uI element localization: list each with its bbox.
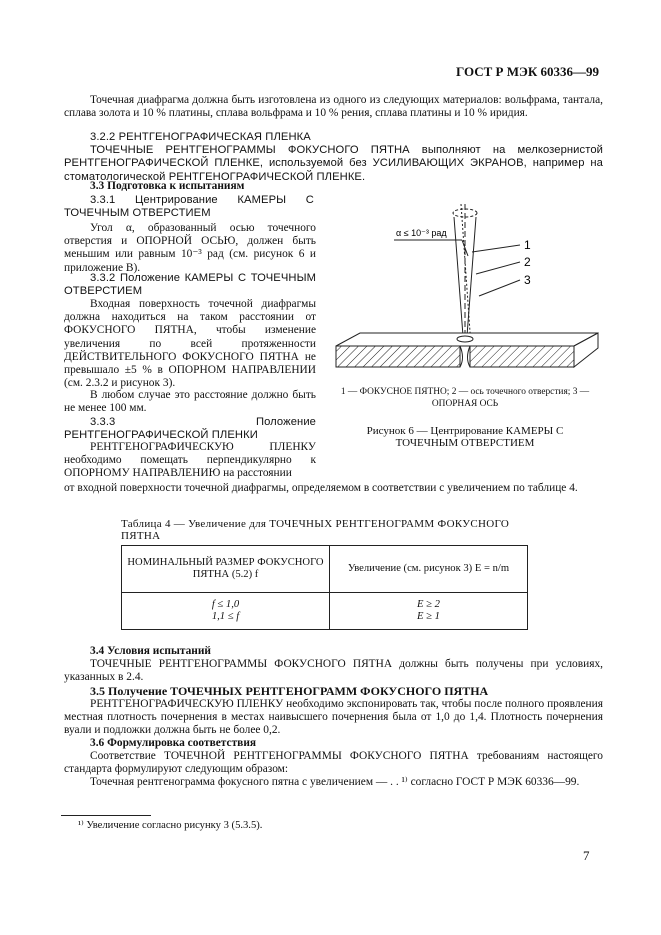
callout-2-leader bbox=[476, 262, 520, 274]
table-4-mag-cell bbox=[330, 593, 528, 630]
table-4-size-1: f ≤ 1,0 bbox=[211, 599, 240, 610]
angle-label: α ≤ 10⁻³ рад bbox=[396, 228, 447, 238]
page-number: 7 bbox=[583, 848, 590, 863]
table-4-size-2: 1,1 ≤ f bbox=[211, 611, 240, 622]
diaphragm-plate-top bbox=[336, 333, 598, 346]
section-3-4-heading: 3.4 Условия испытаний bbox=[90, 645, 211, 657]
section-3-5-heading: 3.5 Получение ТОЧЕЧНЫХ РЕНТГЕНОГРАММ ФОКУСНОГО ПЯТНА bbox=[90, 684, 489, 698]
section-3-6-text-1: Соответствие ТОЧЕЧНОЙ РЕНТГЕНОГРАММЫ ФОКУСНОГО ПЯТНА требованиям настоящего стандарта формулируют следующим образом: bbox=[64, 750, 603, 775]
table-4-title: Таблица 4 — Увеличение для ТОЧЕЧНЫХ РЕНТГЕНОГРАММ ФОКУСНОГО ПЯТНА bbox=[121, 518, 510, 543]
section-3-5-text: РЕНТГЕНОГРАФИЧЕСКУЮ ПЛЕНКУ необходимо экспонировать так, чтобы после полного проявления местная плотность почернения в местах наивысшего почернения была от 1,0 до 1,4. Плотность почернения вуали и подложки должна быть не более 0,2. bbox=[64, 698, 603, 736]
beam-edge-left bbox=[454, 217, 463, 336]
section-3-2-2-heading: 3.2.2 РЕНТГЕНОГРАФИЧЕСКАЯ ПЛЕНКА bbox=[90, 131, 311, 143]
section-3-3-2-text-2: В любом случае это расстояние должно быть не менее 100 мм. bbox=[64, 389, 316, 415]
section-3-3-1-heading: 3.3.1 Центрирование КАМЕРЫ С ТОЧЕЧНЫМ ОТВЕРСТИЕМ bbox=[64, 194, 314, 220]
diaphragm-right-section bbox=[470, 346, 574, 367]
table-4 bbox=[121, 545, 528, 630]
figure-6-caption: Рисунок 6 — Центрирование КАМЕРЫ С ТОЧЕЧНЫМ ОТВЕРСТИЕМ bbox=[366, 425, 564, 450]
table-4-col1-header: НОМИНАЛЬНЫЙ РАЗМЕР ФОКУСНОГО ПЯТНА (5.2) f bbox=[122, 546, 330, 593]
beam-edge-right bbox=[467, 217, 476, 336]
callout-3-leader bbox=[479, 280, 520, 296]
section-3-3-3-text-b: от входной поверхности точечной диафрагмы, определяемом в соответствии с увеличением по таблице 4. bbox=[64, 482, 578, 494]
table-4-mag-2: E ≥ 1 bbox=[417, 611, 440, 622]
callout-1-label: 1 bbox=[524, 238, 531, 252]
section-3-3-2-heading: 3.3.2 Положение КАМЕРЫ С ТОЧЕЧНЫМ ОТВЕРСТИЕМ bbox=[64, 272, 316, 298]
diaphragm-left-section bbox=[336, 346, 460, 367]
section-3-3-1-text: Угол α, образованный осью точечного отверстия и ОПОРНОЙ ОСЬЮ, должен быть меньшим или равным 10⁻³ рад (см. рисунок 6 и приложение В). bbox=[64, 222, 316, 274]
table-4-body-row bbox=[122, 593, 528, 630]
section-3-4-text: ТОЧЕЧНЫЕ РЕНТГЕНОГРАММЫ ФОКУСНОГО ПЯТНА должны быть получены при условиях, указанных в 2.4. bbox=[64, 658, 603, 683]
section-3-6-heading: 3.6 Формулировка соответствия bbox=[90, 737, 257, 749]
table-4-header-row bbox=[122, 546, 528, 593]
callout-1-leader bbox=[472, 245, 520, 252]
callout-2-label: 2 bbox=[524, 255, 531, 269]
footnote-rule bbox=[61, 815, 151, 816]
section-3-6-text-2: Точечная рентгенограмма фокусного пятна с увеличением — . . ¹⁾ согласно ГОСТ Р МЭК 60336—99. bbox=[90, 776, 580, 788]
figure-6-legend: 1 — ФОКУСНОЕ ПЯТНО; 2 — ось точечного отверстия; 3 — ОПОРНАЯ ОСЬ bbox=[340, 387, 590, 409]
callout-3-label: 3 bbox=[524, 273, 531, 287]
section-3-2-2-text: ТОЧЕЧНЫЕ РЕНТГЕНОГРАММЫ ФОКУСНОГО ПЯТНА выполняют на мелкозернистой РЕНТГЕНОГРАФИЧЕСКОЙ ПЛЕНКЕ, используемой без УСИЛИВАЮЩИХ ЭКРАНОВ, например на стоматологической РЕНТГЕНОГРАФИЧЕСКОЙ ПЛЕНКЕ. bbox=[64, 144, 603, 183]
document-header: ГОСТ Р МЭК 60336—99 bbox=[456, 64, 599, 79]
intro-paragraph: Точечная диафрагма должна быть изготовлена из одного из следующих материалов: вольфрама, тантала, сплава золота и 10 % платины, сплава вольфрама и 10 % рения, сплава платины и 10 % иридия. bbox=[64, 94, 603, 119]
section-3-3-heading: 3.3 Подготовка к испытаниям bbox=[90, 180, 245, 192]
footnote-text: ¹⁾ Увеличение согласно рисунку 3 (5.3.5). bbox=[78, 820, 263, 831]
table-4-size-cell bbox=[122, 593, 330, 630]
figure-6-diagram bbox=[330, 196, 600, 384]
table-4-mag-1: E ≥ 2 bbox=[417, 599, 440, 610]
section-3-3-3-heading: 3.3.3 Положение РЕНТГЕНОГРАФИЧЕСКОЙ ПЛЕНКИ bbox=[64, 416, 316, 442]
table-4-col2-header: Увеличение (см. рисунок 3) E = n/m bbox=[330, 546, 528, 593]
section-3-3-2-text-1: Входная поверхность точечной диафрагмы должна находиться на таком расстоянии от ФОКУСНОГО ПЯТНА, чтобы изменение увеличения по всей протяженности ДЕЙСТВИТЕЛЬНОГО ФОКУСНОГО ПЯТНА не превышало ±5 % в ОПОРНОМ НАПРАВЛЕНИИ (см. 2.3.2 и рисунок 3). bbox=[64, 298, 316, 390]
section-3-3-3-text-a: РЕНТГЕНОГРАФИЧЕСКУЮ ПЛЕНКУ необходимо помещать перпендикулярно к ОПОРНОМУ НАПРАВЛЕНИЮ на расстоянии bbox=[64, 441, 316, 480]
